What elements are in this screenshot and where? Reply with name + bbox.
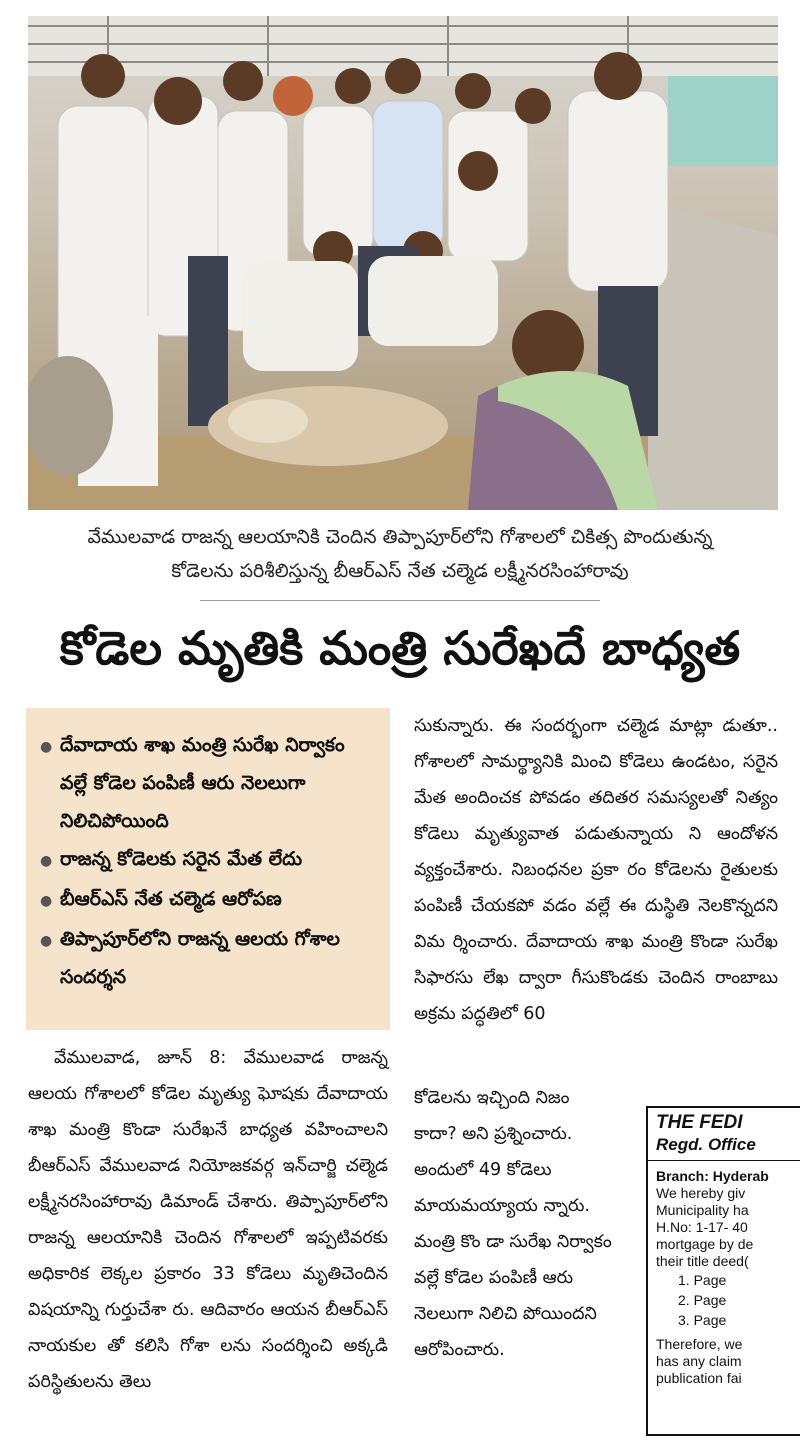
ad-regd-office: Regd. Office (648, 1134, 800, 1161)
bullet-icon: ● (40, 893, 53, 909)
caption-divider (200, 600, 600, 601)
ad-title: THE FEDI (656, 1112, 743, 1133)
caption-line-2: కోడెలను పరిశీలిస్తున్న బీఆర్ఎస్ నేత చల్మెడ లక్ష్మీనరసింహారావు (171, 560, 629, 582)
ad-footer-line: Therefore, we (656, 1336, 743, 1352)
ad-line: We hereby giv (656, 1185, 746, 1201)
highlight-text: తిప్పాపూర్‌లోని రాజన్న ఆలయ గోశాల సందర్శన (60, 928, 341, 988)
highlights-box (26, 708, 390, 1030)
article-narrow-column: కోడెలను ఇచ్చింది నిజం కాదా? అని ప్రశ్నించారు. అందులో 49 కోడెలు మాయమయ్యాయ న్నారు. మంత్రి కొం డా సురేఖ నిర్వాకం వల్లే కోడెల పంపిణీ ఆరు నెలలుగా నిలిచి పోయిందని ఆరోపించారు. (414, 1088, 612, 1360)
highlight-text: బీఆర్ఎస్ నేత చల్మెడ ఆరోపణ (60, 888, 282, 910)
bullet-icon: ● (40, 933, 53, 949)
bullet-icon: ● (40, 853, 53, 869)
ad-line: their title deed( (656, 1253, 749, 1269)
news-photo (28, 16, 778, 510)
highlight-text: దేవాదాయ శాఖ మంత్రి సురేఖ నిర్వాకం వల్లే కోడెల పంపిణీ ఆరు నెలలుగా నిలిచిపోయింది (60, 734, 345, 832)
ad-line: mortgage by de (656, 1236, 754, 1252)
highlight-item (40, 880, 376, 920)
caption-line-1: వేములవాడ రాజన్న ఆలయానికి చెందిన తిప్పాపూర్‌లోని గోశాలలో చికిత్స పొందుతున్న (87, 526, 713, 548)
article-right-column: సుకున్నారు. ఈ సందర్భంగా చల్మెడ మాట్లా డుతూ.. గోశాలలో సామర్థ్యానికి మించి కోడెలు ఉండటం, సరైన మేత అందించక పోవడం తదితర సమస్యలతో నిత్యం కోడెలు మృత్యువాత పడుతున్నాయ ని ఆందోళన వ్యక్తంచేశారు. నిబంధనల ప్రకా రం కోడెలను రైతులకు పంపిణీ చేయకపో వడం వల్లే ఈ దుస్థితి నెలకొన్నదని విమ ర్శించారు. దేవాదాయ శాఖ మంత్రి కొండా సురేఖ సిఫారసు లేఖ ద్వారా గీసుకొండకు చెందిన రాంబాబు అక్రమ పద్ధతిలో 60 (414, 716, 778, 1024)
highlight-item (40, 726, 376, 840)
highlight-item (40, 840, 376, 880)
ad-branch: Branch: Hyderab (656, 1168, 769, 1184)
highlight-text: రాజన్న కోడెలకు సరైన మేత లేదు (60, 848, 303, 870)
highlight-item (40, 920, 376, 996)
ad-line: Municipality ha (656, 1202, 749, 1218)
article-left-column: వేములవాడ, జూన్ 8: వేములవాడ రాజన్న ఆలయ గోశాలలో కోడెల మృత్యు ఘోషకు దేవాదాయ శాఖ మంత్రి కొండా సురేఖనే బాధ్యత వహించాలని బీఆర్ఎస్ వేములవాడ నియోజకవర్గ ఇన్‌చార్జి చల్మెడ లక్ష్మీనరసింహారావు డిమాండ్ చేశారు. తిప్పాపూర్‌లోని రాజన్న ఆలయానికి చెందిన గోశాలలో ఇప్పటివరకు అధికారిక లెక్కల ప్రకారం 33 కోడెలు మృతిచెందిన విషయాన్ని గుర్తుచేశా రు. ఆదివారం ఆయన బీఆర్ఎస్ నాయకుల తో కలిసి గోశా లను సందర్శించి అక్కడి పరిస్థితులను తెలు (28, 1048, 388, 1392)
ad-list-item: 1. Page (678, 1272, 727, 1288)
bullet-icon: ● (40, 739, 53, 755)
headline: కోడెల మృతికి మంత్రి సురేఖదే బాధ్యత (59, 621, 741, 675)
ad-list-item: 3. Page (678, 1312, 727, 1328)
ad-footer-line: has any claim (656, 1353, 742, 1369)
legal-notice-ad (646, 1106, 800, 1436)
photo-caption (20, 520, 780, 588)
ad-line: H.No: 1-17- 40 (656, 1219, 748, 1235)
ad-list-item: 2. Page (678, 1292, 727, 1308)
ad-footer-line: publication fai (656, 1370, 742, 1386)
